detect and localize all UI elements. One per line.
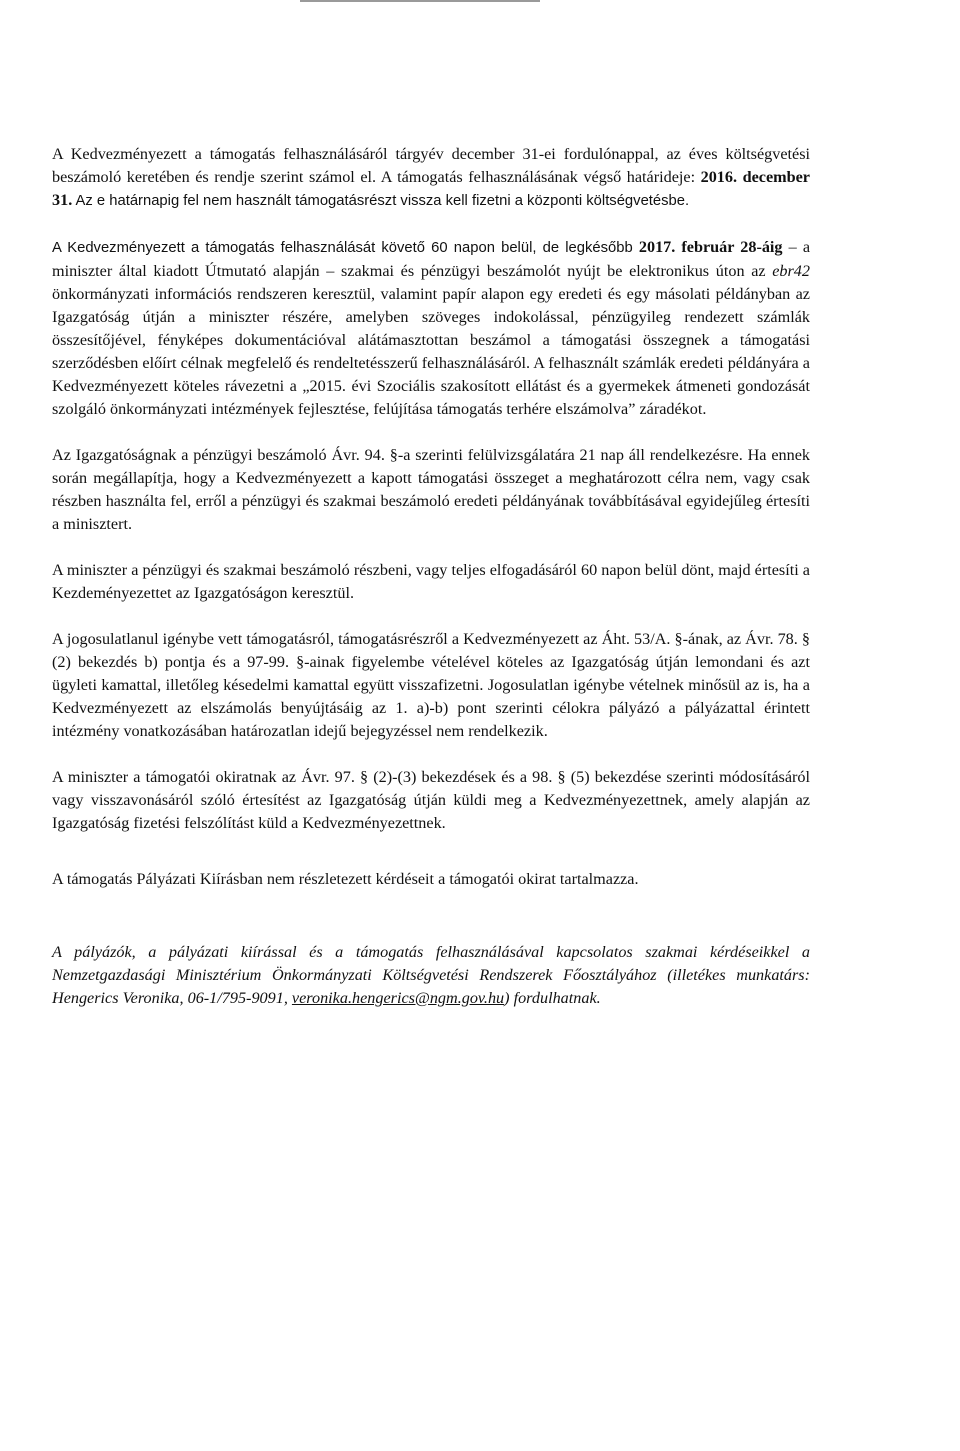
system-name: ebr42 (772, 262, 810, 280)
paragraph-contact: A pályázók, a pályázati kiírással és a támogatás felhasználásával kapcsolatos szakmai kérdéseikkel a Nemzetgazdasági Minisztérium Önkormányzati Költségvetési Rendszerek Főosztályához (illetékes munkatárs: Hengerics Veronika, 06-1/795-9091, veronika.hengerics@ngm.gov.hu) fordulhatnak. (52, 943, 810, 1007)
paragraph-review: Az Igazgatóságnak a pénzügyi beszámoló Ávr. 94. §-a szerinti felülvizsgálatára 21 nap áll rendelkezésre. Ha ennek során megállapítja, hogy a Kedvezményezett a kapott támogatási összeget a meghatározott célra nem, vagy csak részben használta fel, erről a pénzügyi és szakmai beszámoló eredeti példányának továbbításával egyidejűleg értesíti a minisztert. (52, 446, 810, 533)
contact-email-link[interactable]: veronika.hengerics@ngm.gov.hu (291, 989, 505, 1007)
report-deadline: 2017. február 28-áig (638, 238, 783, 256)
paragraph-repayment: A jogosulatlanul igénybe vett támogatásról, támogatásrészről a Kedvezményezett az Áht. 53/A. §-ának, az Ávr. 78. § (2) bekezdés b) pontja és a 97-99. §-ainak figyelembe vételével köteles az Igazgatóság útján lemondani és azt ügyleti kamattal, illetőleg késedelmi kamattal együtt visszafizetni. Jogosulatlan igénybe vételnek minősül az is, ha a Kedvezményezett az elszámolás benyújtásáig az 1. a)-b) pont szerinti célokra pályázó a pályázattal érintett intézmény vonatkozásában határozatlan idejű bejegyzéssel nem rendelkezik. (52, 630, 810, 740)
scan-edge-mark (300, 0, 540, 2)
paragraph-scope: A támogatás Pályázati Kiírásban nem részletezett kérdéseit a támogatói okirat tartalmazza. (52, 870, 639, 888)
deadline-date: 2016. december 31. (52, 168, 810, 209)
paragraph-decision: A miniszter a pénzügyi és szakmai beszámoló részbeni, vagy teljes elfogadásáról 60 napon belül dönt, majd értesíti a Kezdeményezettet az Igazgatóságon keresztül. (52, 561, 810, 602)
paragraph-deadline: A Kedvezményezett a támogatás felhasználásáról tárgyév december 31-ei fordulónappal, az éves költségvetési beszámoló keretében és rendje szerint számol el. A támogatás felhasználásának végső határideje: 2016. december 31. Az e határnapig fel nem használt támogatásrészt vissza kell fizetni a központi költségvetésbe. (52, 145, 810, 209)
document-page (52, 143, 810, 1010)
paragraph-modification: A miniszter a támogatói okiratnak az Ávr. 97. § (2)-(3) bekezdések és a 98. § (5) bekezdése szerinti módosításáról vagy visszavonásáról szóló értesítést az Igazgatóság útján küldi meg a Kedvezményezettnek, amely alapján az Igazgatóság fizetési felszólítást küld a Kedvezményezettnek. (52, 768, 810, 832)
paragraph-report: A Kedvezményezett a támogatás felhasználását követő 60 napon belül, de legkésőbb 2017. február 28-áig – a miniszter által kiadott Útmutató alapján – szakmai és pénzügyi beszámolót nyújt be elektronikus úton az ebr42 önkormányzati információs rendszeren keresztül, valamint papír alapon egy eredeti és egy másolati példányban az Igazgatóság útján a miniszter részére, amelyben szöveges indokolással, pénzügyileg rendezett számlák összesítőjével, fényképes dokumentációval alátámasztottan beszámol a támogatási összegnek a támogatási szerződésben előírt célnak megfelelő és rendeltetésszerű felhasználásáról. A felhasznált számlák eredeti példányára a Kedvezményezett köteles rávezetni a „2015. évi Szociális szakosított ellátást és a gyermekek átmeneti gondozását szolgáló önkormányzati intézmények fejlesztése, felújítása támogatás terhére elszámolva” záradékot. (52, 238, 811, 418)
